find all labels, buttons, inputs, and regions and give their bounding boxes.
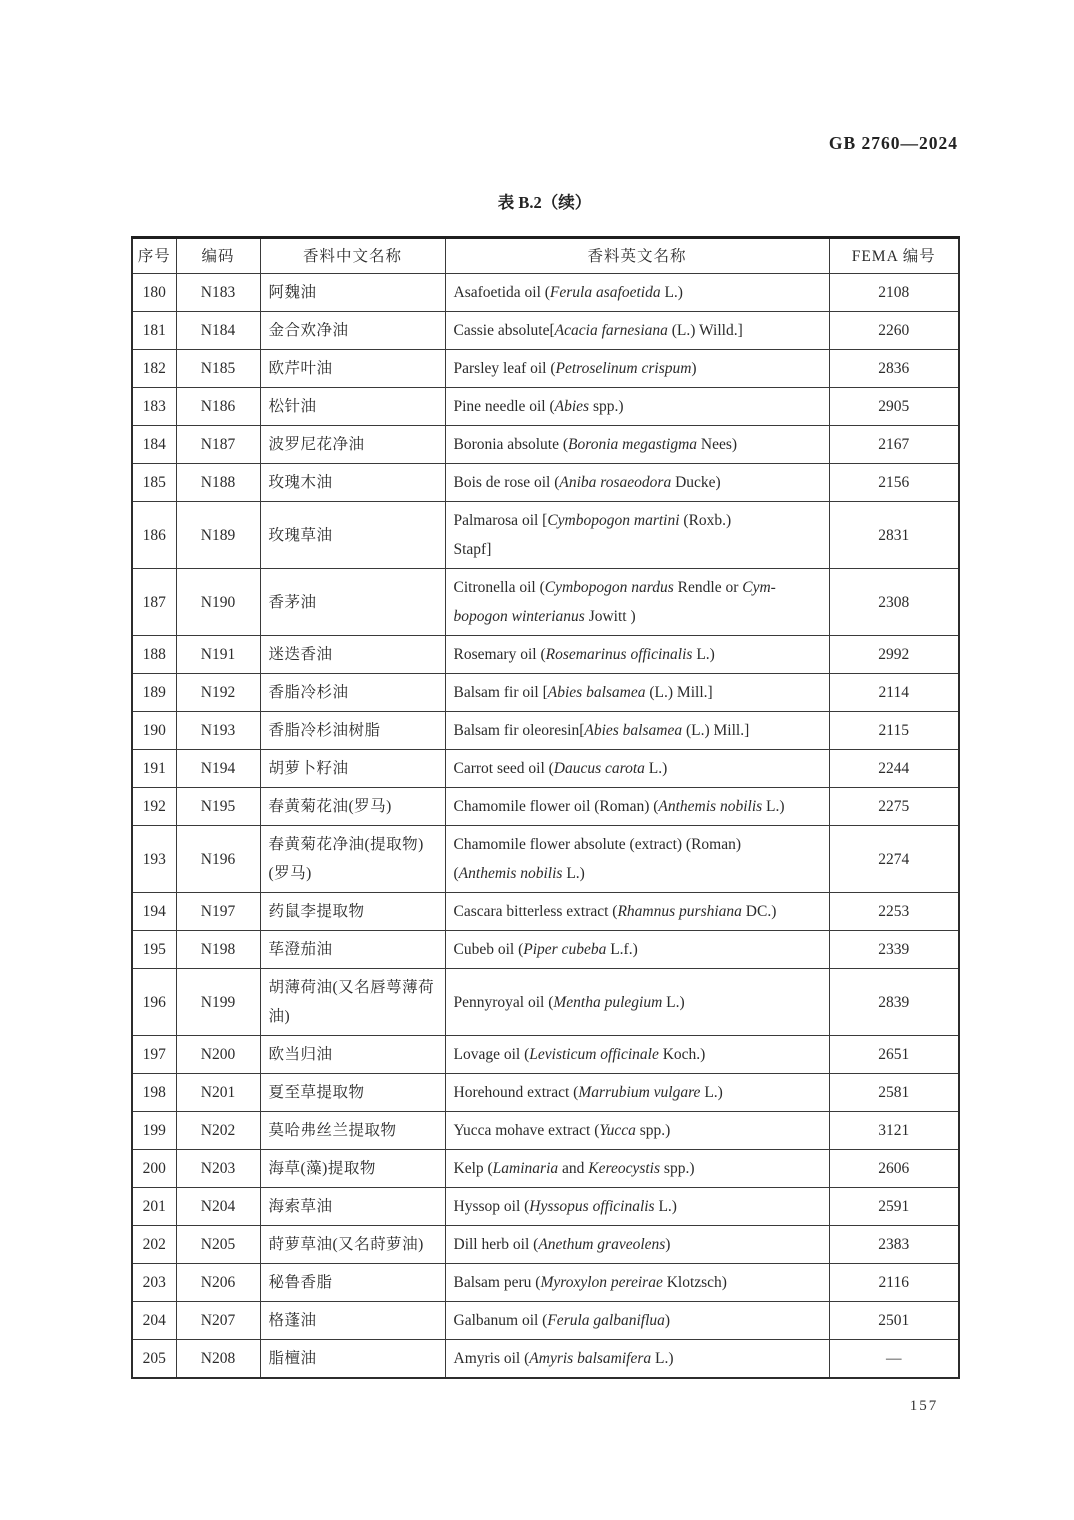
table-row [132, 1188, 959, 1226]
table-row [132, 388, 959, 426]
en-name-cell: Cassie absolute[Acacia farnesiana (L.) Willd.] [445, 312, 829, 350]
cn-name-cell: 金合欢净油 [260, 312, 445, 350]
table-row [132, 274, 959, 312]
code-cell: N184 [176, 312, 260, 350]
fema-cell: 2253 [829, 893, 959, 931]
en-name-cell: Asafoetida oil (Ferula asafoetida L.) [445, 274, 829, 312]
en-name-cell: Kelp (Laminaria and Kereocystis spp.) [445, 1150, 829, 1188]
seq-cell: 197 [132, 1036, 176, 1074]
code-cell: N187 [176, 426, 260, 464]
en-name-cell: Chamomile flower oil (Roman) (Anthemis nobilis L.) [445, 788, 829, 826]
table-row [132, 712, 959, 750]
fema-cell: 2260 [829, 312, 959, 350]
table-row [132, 1112, 959, 1150]
fema-cell: 2839 [829, 969, 959, 1036]
fema-cell: 2383 [829, 1226, 959, 1264]
seq-cell: 205 [132, 1340, 176, 1379]
fema-cell: — [829, 1340, 959, 1379]
code-cell: N197 [176, 893, 260, 931]
cn-name-cell: 莳萝草油(又名莳萝油) [260, 1226, 445, 1264]
cn-name-cell: 秘鲁香脂 [260, 1264, 445, 1302]
table-row [132, 1036, 959, 1074]
en-name-cell: Amyris oil (Amyris balsamifera L.) [445, 1340, 829, 1379]
fema-cell: 2108 [829, 274, 959, 312]
en-name-cell: Horehound extract (Marrubium vulgare L.) [445, 1074, 829, 1112]
code-cell: N185 [176, 350, 260, 388]
seq-cell: 201 [132, 1188, 176, 1226]
fema-cell: 2156 [829, 464, 959, 502]
seq-cell: 186 [132, 502, 176, 569]
seq-cell: 198 [132, 1074, 176, 1112]
fema-cell: 2167 [829, 426, 959, 464]
cn-name-cell: 迷迭香油 [260, 636, 445, 674]
code-cell: N195 [176, 788, 260, 826]
fema-cell: 2992 [829, 636, 959, 674]
code-cell: N200 [176, 1036, 260, 1074]
fema-cell: 2831 [829, 502, 959, 569]
code-cell: N203 [176, 1150, 260, 1188]
table-row [132, 1340, 959, 1379]
cn-name-cell: 松针油 [260, 388, 445, 426]
fragrance-table [131, 236, 960, 1379]
cn-name-cell: 春黄菊花净油(提取物) (罗马) [260, 826, 445, 893]
code-cell: N207 [176, 1302, 260, 1340]
fema-cell: 3121 [829, 1112, 959, 1150]
code-cell: N196 [176, 826, 260, 893]
fema-cell: 2606 [829, 1150, 959, 1188]
column-header-0: 序号 [132, 238, 176, 274]
table-row [132, 931, 959, 969]
cn-name-cell: 海草(藻)提取物 [260, 1150, 445, 1188]
column-header-2: 香料中文名称 [260, 238, 445, 274]
en-name-cell: Boronia absolute (Boronia megastigma Nees) [445, 426, 829, 464]
seq-cell: 190 [132, 712, 176, 750]
cn-name-cell: 夏至草提取物 [260, 1074, 445, 1112]
code-cell: N183 [176, 274, 260, 312]
seq-cell: 185 [132, 464, 176, 502]
cn-name-cell: 欧芹叶油 [260, 350, 445, 388]
code-cell: N189 [176, 502, 260, 569]
seq-cell: 180 [132, 274, 176, 312]
code-cell: N192 [176, 674, 260, 712]
cn-name-cell: 欧当归油 [260, 1036, 445, 1074]
seq-cell: 199 [132, 1112, 176, 1150]
code-cell: N204 [176, 1188, 260, 1226]
en-name-cell: Cubeb oil (Piper cubeba L.f.) [445, 931, 829, 969]
en-name-cell: Cascara bitterless extract (Rhamnus purshiana DC.) [445, 893, 829, 931]
table-body [132, 274, 959, 1379]
en-name-cell: Dill herb oil (Anethum graveolens) [445, 1226, 829, 1264]
table-row [132, 893, 959, 931]
seq-cell: 203 [132, 1264, 176, 1302]
page-number: 157 [909, 1398, 939, 1414]
en-name-cell: Chamomile flower absolute (extract) (Roman) (Anthemis nobilis L.) [445, 826, 829, 893]
column-header-3: 香料英文名称 [445, 238, 829, 274]
table-row [132, 1074, 959, 1112]
column-header-4: FEMA 编号 [829, 238, 959, 274]
seq-cell: 200 [132, 1150, 176, 1188]
en-name-cell: Yucca mohave extract (Yucca spp.) [445, 1112, 829, 1150]
seq-cell: 189 [132, 674, 176, 712]
seq-cell: 182 [132, 350, 176, 388]
cn-name-cell: 香脂冷杉油树脂 [260, 712, 445, 750]
seq-cell: 193 [132, 826, 176, 893]
cn-name-cell: 格蓬油 [260, 1302, 445, 1340]
table-row [132, 1150, 959, 1188]
fema-cell: 2501 [829, 1302, 959, 1340]
standard-number: GB 2760—2024 [828, 133, 958, 153]
fema-cell: 2115 [829, 712, 959, 750]
seq-cell: 184 [132, 426, 176, 464]
code-cell: N205 [176, 1226, 260, 1264]
table-row [132, 426, 959, 464]
en-name-cell: Hyssop oil (Hyssopus officinalis L.) [445, 1188, 829, 1226]
table-row [132, 502, 959, 569]
fema-cell: 2651 [829, 1036, 959, 1074]
cn-name-cell: 玫瑰草油 [260, 502, 445, 569]
en-name-cell: Balsam fir oleoresin[Abies balsamea (L.) Mill.] [445, 712, 829, 750]
cn-name-cell: 海索草油 [260, 1188, 445, 1226]
seq-cell: 192 [132, 788, 176, 826]
table-row [132, 636, 959, 674]
en-name-cell: Balsam peru (Myroxylon pereirae Klotzsch) [445, 1264, 829, 1302]
code-cell: N194 [176, 750, 260, 788]
table-row [132, 826, 959, 893]
seq-cell: 188 [132, 636, 176, 674]
code-cell: N206 [176, 1264, 260, 1302]
code-cell: N208 [176, 1340, 260, 1379]
fema-cell: 2308 [829, 569, 959, 636]
table-row [132, 750, 959, 788]
seq-cell: 183 [132, 388, 176, 426]
cn-name-cell: 阿魏油 [260, 274, 445, 312]
cn-name-cell: 香脂冷杉油 [260, 674, 445, 712]
table-row [132, 569, 959, 636]
table-row [132, 1302, 959, 1340]
table-row [132, 674, 959, 712]
cn-name-cell: 药鼠李提取物 [260, 893, 445, 931]
table-header-row [132, 238, 959, 274]
fema-cell: 2116 [829, 1264, 959, 1302]
table-row [132, 464, 959, 502]
code-cell: N191 [176, 636, 260, 674]
seq-cell: 191 [132, 750, 176, 788]
en-name-cell: Bois de rose oil (Aniba rosaeodora Ducke) [445, 464, 829, 502]
seq-cell: 181 [132, 312, 176, 350]
fema-cell: 2274 [829, 826, 959, 893]
en-name-cell: Citronella oil (Cymbopogon nardus Rendle or Cym- bopogon winterianus Jowitt ) [445, 569, 829, 636]
table-row [132, 788, 959, 826]
cn-name-cell: 莫哈弗丝兰提取物 [260, 1112, 445, 1150]
fema-cell: 2244 [829, 750, 959, 788]
cn-name-cell: 脂檀油 [260, 1340, 445, 1379]
en-name-cell: Pennyroyal oil (Mentha pulegium L.) [445, 969, 829, 1036]
fema-cell: 2114 [829, 674, 959, 712]
en-name-cell: Galbanum oil (Ferula galbaniflua) [445, 1302, 829, 1340]
fema-cell: 2275 [829, 788, 959, 826]
code-cell: N199 [176, 969, 260, 1036]
table-row [132, 312, 959, 350]
cn-name-cell: 荜澄茄油 [260, 931, 445, 969]
code-cell: N202 [176, 1112, 260, 1150]
cn-name-cell: 波罗尼花净油 [260, 426, 445, 464]
en-name-cell: Carrot seed oil (Daucus carota L.) [445, 750, 829, 788]
seq-cell: 195 [132, 931, 176, 969]
en-name-cell: Lovage oil (Levisticum officinale Koch.) [445, 1036, 829, 1074]
cn-name-cell: 玫瑰木油 [260, 464, 445, 502]
cn-name-cell: 春黄菊花油(罗马) [260, 788, 445, 826]
code-cell: N198 [176, 931, 260, 969]
seq-cell: 187 [132, 569, 176, 636]
fema-cell: 2339 [829, 931, 959, 969]
table-title: 表 B.2（续） [497, 193, 592, 212]
table-row [132, 350, 959, 388]
seq-cell: 204 [132, 1302, 176, 1340]
code-cell: N190 [176, 569, 260, 636]
seq-cell: 194 [132, 893, 176, 931]
code-cell: N193 [176, 712, 260, 750]
fema-cell: 2581 [829, 1074, 959, 1112]
fema-cell: 2591 [829, 1188, 959, 1226]
cn-name-cell: 胡薄荷油(又名唇萼薄荷 油) [260, 969, 445, 1036]
code-cell: N188 [176, 464, 260, 502]
code-cell: N201 [176, 1074, 260, 1112]
en-name-cell: Rosemary oil (Rosemarinus officinalis L.) [445, 636, 829, 674]
seq-cell: 196 [132, 969, 176, 1036]
code-cell: N186 [176, 388, 260, 426]
cn-name-cell: 胡萝卜籽油 [260, 750, 445, 788]
en-name-cell: Parsley leaf oil (Petroselinum crispum) [445, 350, 829, 388]
cn-name-cell: 香茅油 [260, 569, 445, 636]
column-header-1: 编码 [176, 238, 260, 274]
seq-cell: 202 [132, 1226, 176, 1264]
table-row [132, 969, 959, 1036]
en-name-cell: Palmarosa oil [Cymbopogon martini (Roxb.) Stapf] [445, 502, 829, 569]
table-row [132, 1226, 959, 1264]
en-name-cell: Balsam fir oil [Abies balsamea (L.) Mill.] [445, 674, 829, 712]
fema-cell: 2836 [829, 350, 959, 388]
en-name-cell: Pine needle oil (Abies spp.) [445, 388, 829, 426]
fema-cell: 2905 [829, 388, 959, 426]
table-row [132, 1264, 959, 1302]
